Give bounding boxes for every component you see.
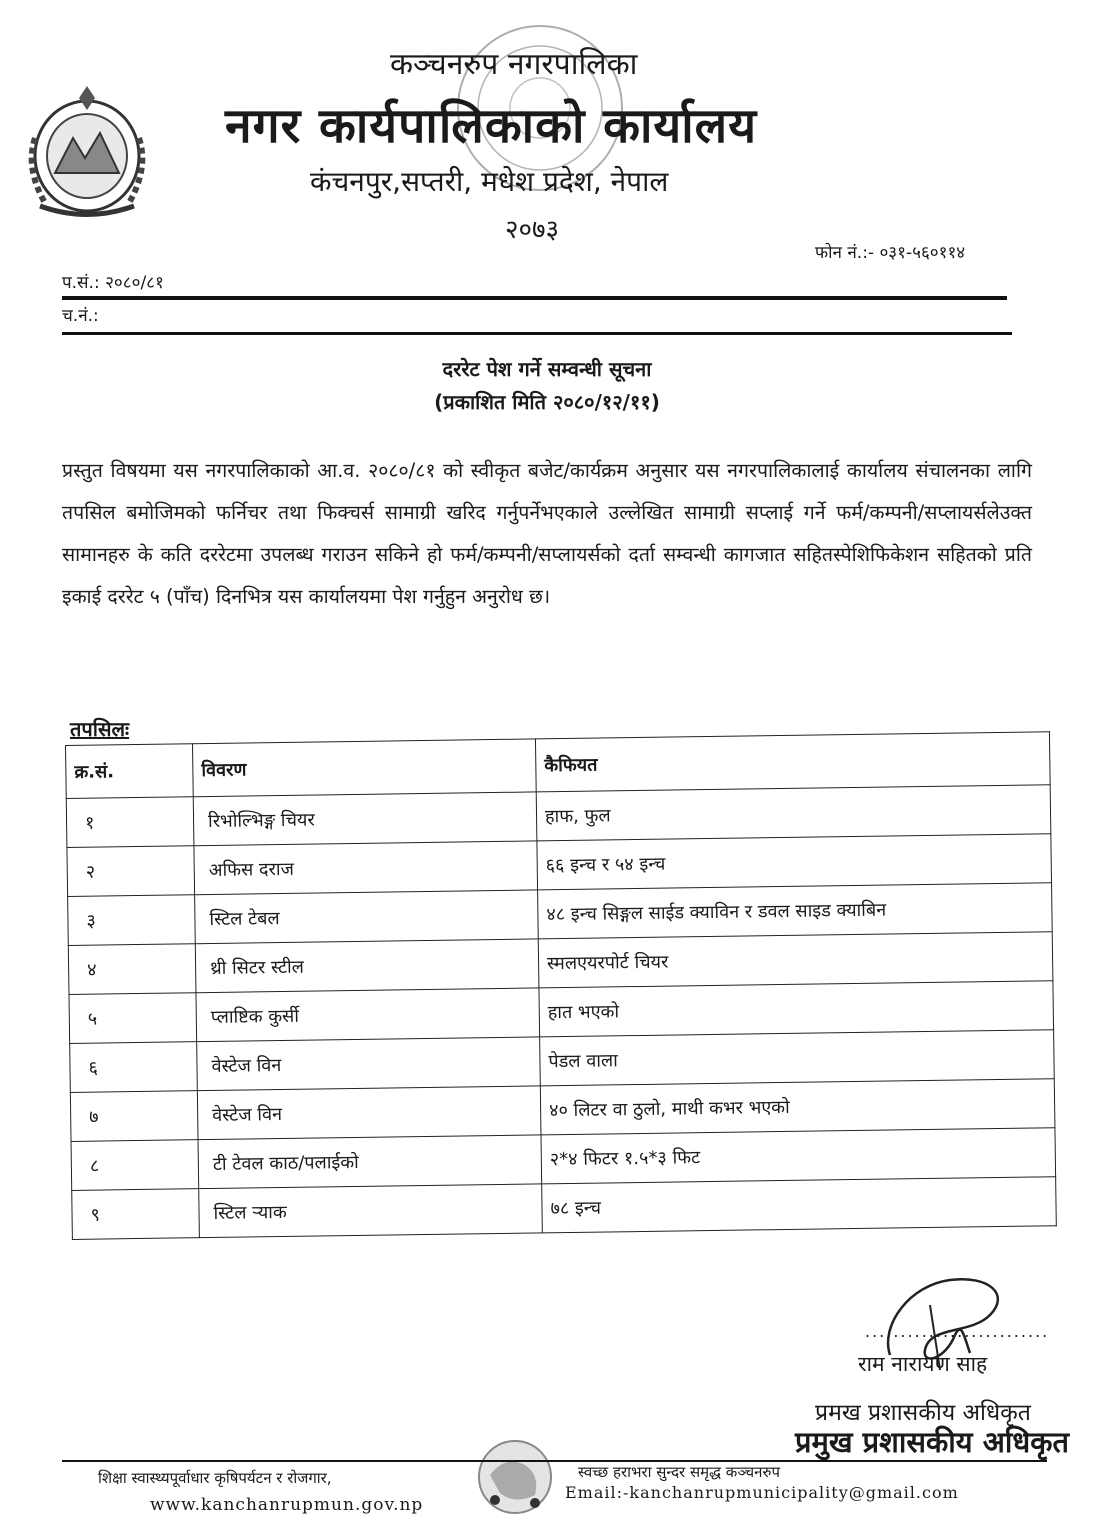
row-description: रिभोल्भिङ्ग चियर [193,792,537,846]
header-remarks: कैफियत [535,732,1050,792]
row-description: स्टिल टेबल [195,890,539,944]
row-description: प्लाष्टिक कुर्सी [196,988,540,1042]
row-remarks: ६६ इन्च र ५४ इन्च [537,834,1052,890]
footer-email: Email:-kanchanrupmunicipality@gmail.com [565,1483,959,1502]
notice-body: प्रस्तुत विषयमा यस नगरपालिकाको आ.व. २०८०/८१ को स्वीकृत बजेट/कार्यक्रम अनुसार यस नगरपालिकालाई कार्यालय संचालनका लागि तपसिल बमोजिमको फर्निचर तथा फिक्चर्स सामाग्री खरिद गर्नुपर्नेभएकाले उल्लेखित सामाग्री सप्लाई गर्ने फर्म/कम्पनी/सप्लायर्सलेउक्त सामानहरु के कति दररेटमा उपलब्ध गराउन सकिने हो फर्म/कम्पनी/सप्लायर्सको दर्ता सम्वन्धी कागजात सहितस्पेशिफिकेशन सहितको प्रति इकाई दररेट ५ (पाँच) दिनभित्र यस कार्यालयमा पेश गर्नुहुन अनुरोध छ। [62,459,1032,608]
notice-title: दररेट पेश गर्ने सम्वन्धी सूचना [442,357,652,381]
row-remarks: हात भएको [539,981,1054,1037]
footer-website: www.kanchanrupmun.gov.np [150,1495,424,1515]
office-title: नगर कार्यपालिकाको कार्यालय [225,98,758,154]
designation-stamp: प्रमुख प्रशासकीय अधिकृत [795,1425,1070,1459]
globe-logo-icon [465,1435,565,1520]
items-table [65,731,1057,1240]
row-sn: ५ [69,993,197,1044]
nepal-emblem-icon [15,78,160,228]
footer-divider [62,1460,1047,1462]
established-year: २०७३ [505,215,560,245]
row-remarks: ७८ इन्च [542,1177,1057,1233]
dispatch-number: च.नं.: [62,306,99,326]
row-description: टी टेवल काठ/पलाईको [198,1135,542,1189]
municipality-name: कञ्चनरुप नगरपालिका [390,47,638,82]
row-remarks: स्मलएयरपोर्ट चियर [538,932,1053,988]
footer-slogan-left: शिक्षा स्वास्थ्यपूर्वाधार कृषिपर्यटन र रोजगार, [98,1469,332,1487]
row-remarks: ४८ इन्च सिङ्गल साईड क्याविन र डवल साइड क्याबिन [538,883,1053,939]
row-sn: ४ [68,944,196,995]
details-heading: तपसिलः [70,717,130,741]
header-divider-lower [62,332,1012,335]
row-remarks: २*४ फिटर १.५*३ फिट [541,1128,1056,1184]
row-description: अफिस दराज [194,841,538,895]
row-sn: ८ [71,1140,199,1191]
row-sn: १ [66,797,194,848]
signer-name: राम नारायण साह [858,1352,988,1376]
row-description: वेस्टेज विन [197,1037,541,1091]
office-address: कंचनपुर,सप्तरी, मधेश प्रदेश, नेपाल [310,165,669,198]
row-sn: ६ [70,1042,198,1093]
phone-number: फोन नं.:- ०३१-५६०११४ [815,243,966,263]
signature-line: .......................... [865,1322,1050,1341]
row-remarks: ४० लिटर वा ठुलो, माथी कभर भएको [540,1079,1055,1135]
row-description: वेस्टेज विन [197,1086,541,1140]
header-sn: क्र.सं. [66,744,194,799]
row-description: थ्री सिटर स्टील [195,939,539,993]
row-sn: ३ [68,895,196,946]
row-sn: ७ [70,1091,198,1142]
header-divider [62,296,1007,300]
notice-date: (प्रकाशित मिति २०८०/१२/११) [434,390,660,414]
row-sn: २ [67,846,195,897]
header-description: विवरण [192,739,536,797]
row-sn: ९ [72,1189,200,1240]
row-remarks: हाफ, फुल [536,785,1051,841]
footer-slogan-right: स्वच्छ हराभरा सुन्दर समृद्ध कञ्चनरुप [578,1463,780,1481]
row-remarks: पेडल वाला [540,1030,1055,1086]
row-description: स्टिल र्‍याक [199,1184,543,1238]
signer-designation: प्रमख प्रशासकीय अधिकृत [815,1400,1031,1426]
letter-ref-number: प.सं.: २०८०/८१ [62,273,164,293]
